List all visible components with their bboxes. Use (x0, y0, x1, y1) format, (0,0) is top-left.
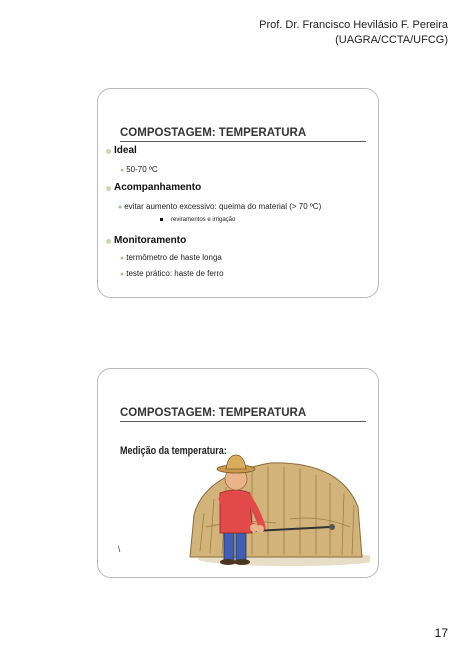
illustration-caption: Medição da temperatura: (120, 445, 227, 457)
slide-mark: \ (118, 545, 121, 554)
bullet-dot-icon: ● (120, 167, 125, 174)
bullet-acompanhamento: Acompanhamento (114, 182, 202, 193)
bullet-monitoramento-item-2: ● teste prático: haste de ferro (120, 269, 224, 278)
bullet-dot-icon: ● (120, 271, 125, 278)
bullet-dot-icon: ● (118, 204, 123, 211)
page-number: 17 (434, 626, 448, 640)
slide-thumbnail-2 (97, 368, 379, 578)
slide-title: COMPOSTAGEM: TEMPERATURA (120, 127, 366, 142)
slide-title: COMPOSTAGEM: TEMPERATURA (120, 407, 366, 422)
author-affiliation: (UAGRA/CCTA/UFCG) (335, 34, 448, 46)
compost-temperature-illustration (180, 427, 370, 569)
bullet-ideal: Ideal (114, 145, 137, 156)
bullet-acompanhamento-subitem: reviramentos e irrigação (160, 217, 235, 223)
bullet-ideal-value: ● 50-70 ºC (120, 165, 158, 174)
bullet-acompanhamento-item: ● evitar aumento excessivo: queima do material (> 70 ºC) (118, 202, 322, 211)
bullet-monitoramento: Monitoramento (114, 235, 187, 246)
square-bullet-icon (160, 218, 163, 221)
author-name: Prof. Dr. Francisco Hevilásio F. Pereira (259, 19, 448, 31)
page-header (259, 18, 448, 48)
bullet-monitoramento-item-1: ● termômetro de haste longa (120, 253, 222, 262)
bullet-dot-icon: ● (120, 255, 125, 262)
slide-thumbnail-1 (97, 88, 379, 298)
